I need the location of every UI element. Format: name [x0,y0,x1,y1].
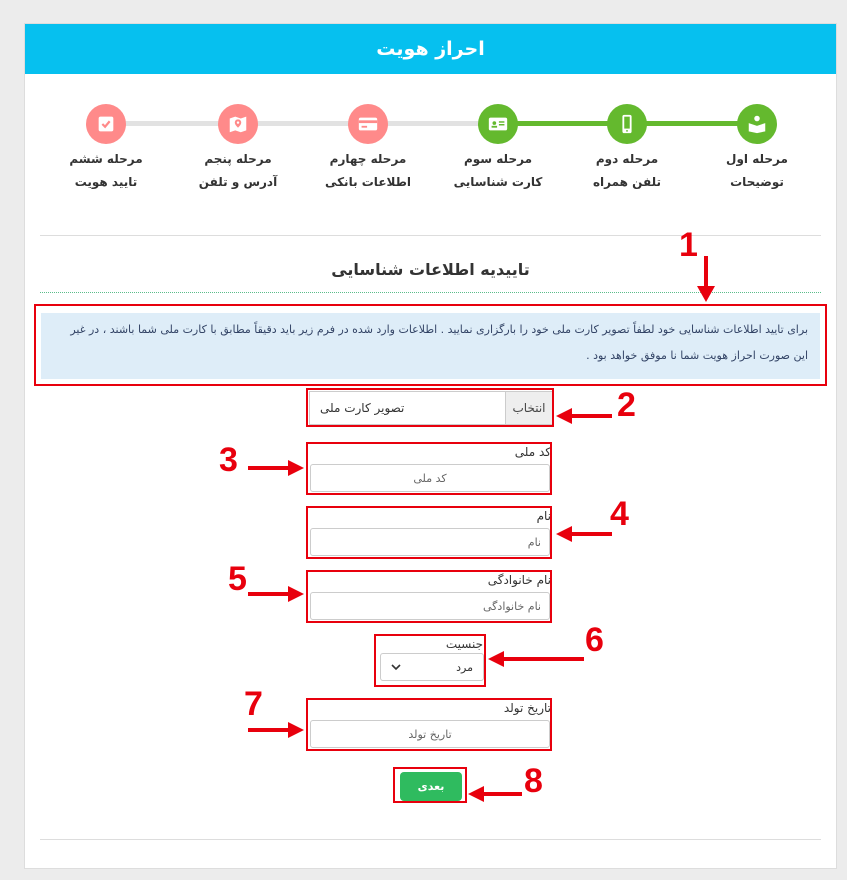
step-2 [572,104,682,189]
credit-card-icon [348,104,388,144]
file-input-value: تصویر کارت ملی [320,401,405,415]
annotation-box-6 [374,634,486,687]
step-title: مرحله پنجم [204,152,272,166]
national-code-input[interactable]: کد ملی [310,464,550,492]
map-marker-icon [218,104,258,144]
step-subtitle: تایید هویت [74,175,138,189]
step-5 [183,104,293,189]
file-select-button[interactable]: انتخاب [505,392,552,424]
step-title: مرحله سوم [463,152,532,166]
mobile-phone-icon [607,104,647,144]
annotation-box-5 [306,570,552,623]
gender-label: جنسیت [445,637,483,651]
national-code-label: کد ملی [514,445,551,459]
step-subtitle: اطلاعات بانکی [324,175,412,189]
annotation-number-6: 6 [585,621,604,659]
step-title: مرحله دوم [595,152,659,166]
step-6 [51,104,161,189]
info-alert: برای تایید اطلاعات شناسایی خود لطفاً تصویر کارت ملی خود را بارگزاری نمایید . اطلاعات وارد شده در فرم زیر باید دقیقاً مطابق با کارت ملی شما باشند ، در غیر این صورت احراز هویت شما نا موفق خواهد بود . [41,313,820,379]
annotation-number-2: 2 [617,386,636,424]
step-1 [702,104,812,189]
annotation-number-8: 8 [524,762,543,800]
step-subtitle: آدرس و تلفن [198,175,278,189]
step-3 [443,104,553,189]
annotation-box-1 [34,304,827,386]
step-title: مرحله اول [726,152,788,166]
section-title: تاییدیه اطلاعات شناسایی [331,260,530,279]
annotation-box-8 [393,767,467,803]
gender-select-value: مرد [456,660,473,674]
annotation-box-2 [306,388,554,427]
step-subtitle: کارت شناسایی [453,175,543,189]
annotation-box-4 [306,506,552,559]
divider [40,235,821,236]
birth-date-label: تاریخ تولد [503,701,551,715]
page-title: احراز هویت [376,38,485,60]
annotation-number-1: 1 [679,226,698,264]
annotation-box-3 [306,442,552,495]
first-name-input[interactable]: نام [310,528,550,556]
step-subtitle: توضیحات [730,175,784,189]
last-name-input[interactable]: نام خانوادگی [310,592,550,620]
book-reader-icon [737,104,777,144]
page-header [25,24,836,74]
annotation-number-5: 5 [228,560,247,598]
next-button[interactable]: بعدی [400,772,462,801]
check-square-icon [86,104,126,144]
birth-date-input[interactable]: تاریخ تولد [310,720,550,748]
id-card-icon [478,104,518,144]
annotation-number-7: 7 [244,685,263,723]
step-title: مرحله ششم [69,152,143,166]
bottom-divider [40,839,821,840]
last-name-label: نام خانوادگی [487,573,551,587]
annotation-number-3: 3 [219,441,238,479]
progress-line-pending [107,121,498,126]
step-4 [313,104,423,189]
annotation-number-4: 4 [610,495,629,533]
annotation-box-7 [306,698,552,751]
first-name-label: نام [536,509,551,523]
step-subtitle: تلفن همراه [592,175,662,189]
step-title: مرحله چهارم [329,152,407,166]
dotted-divider [40,292,821,293]
